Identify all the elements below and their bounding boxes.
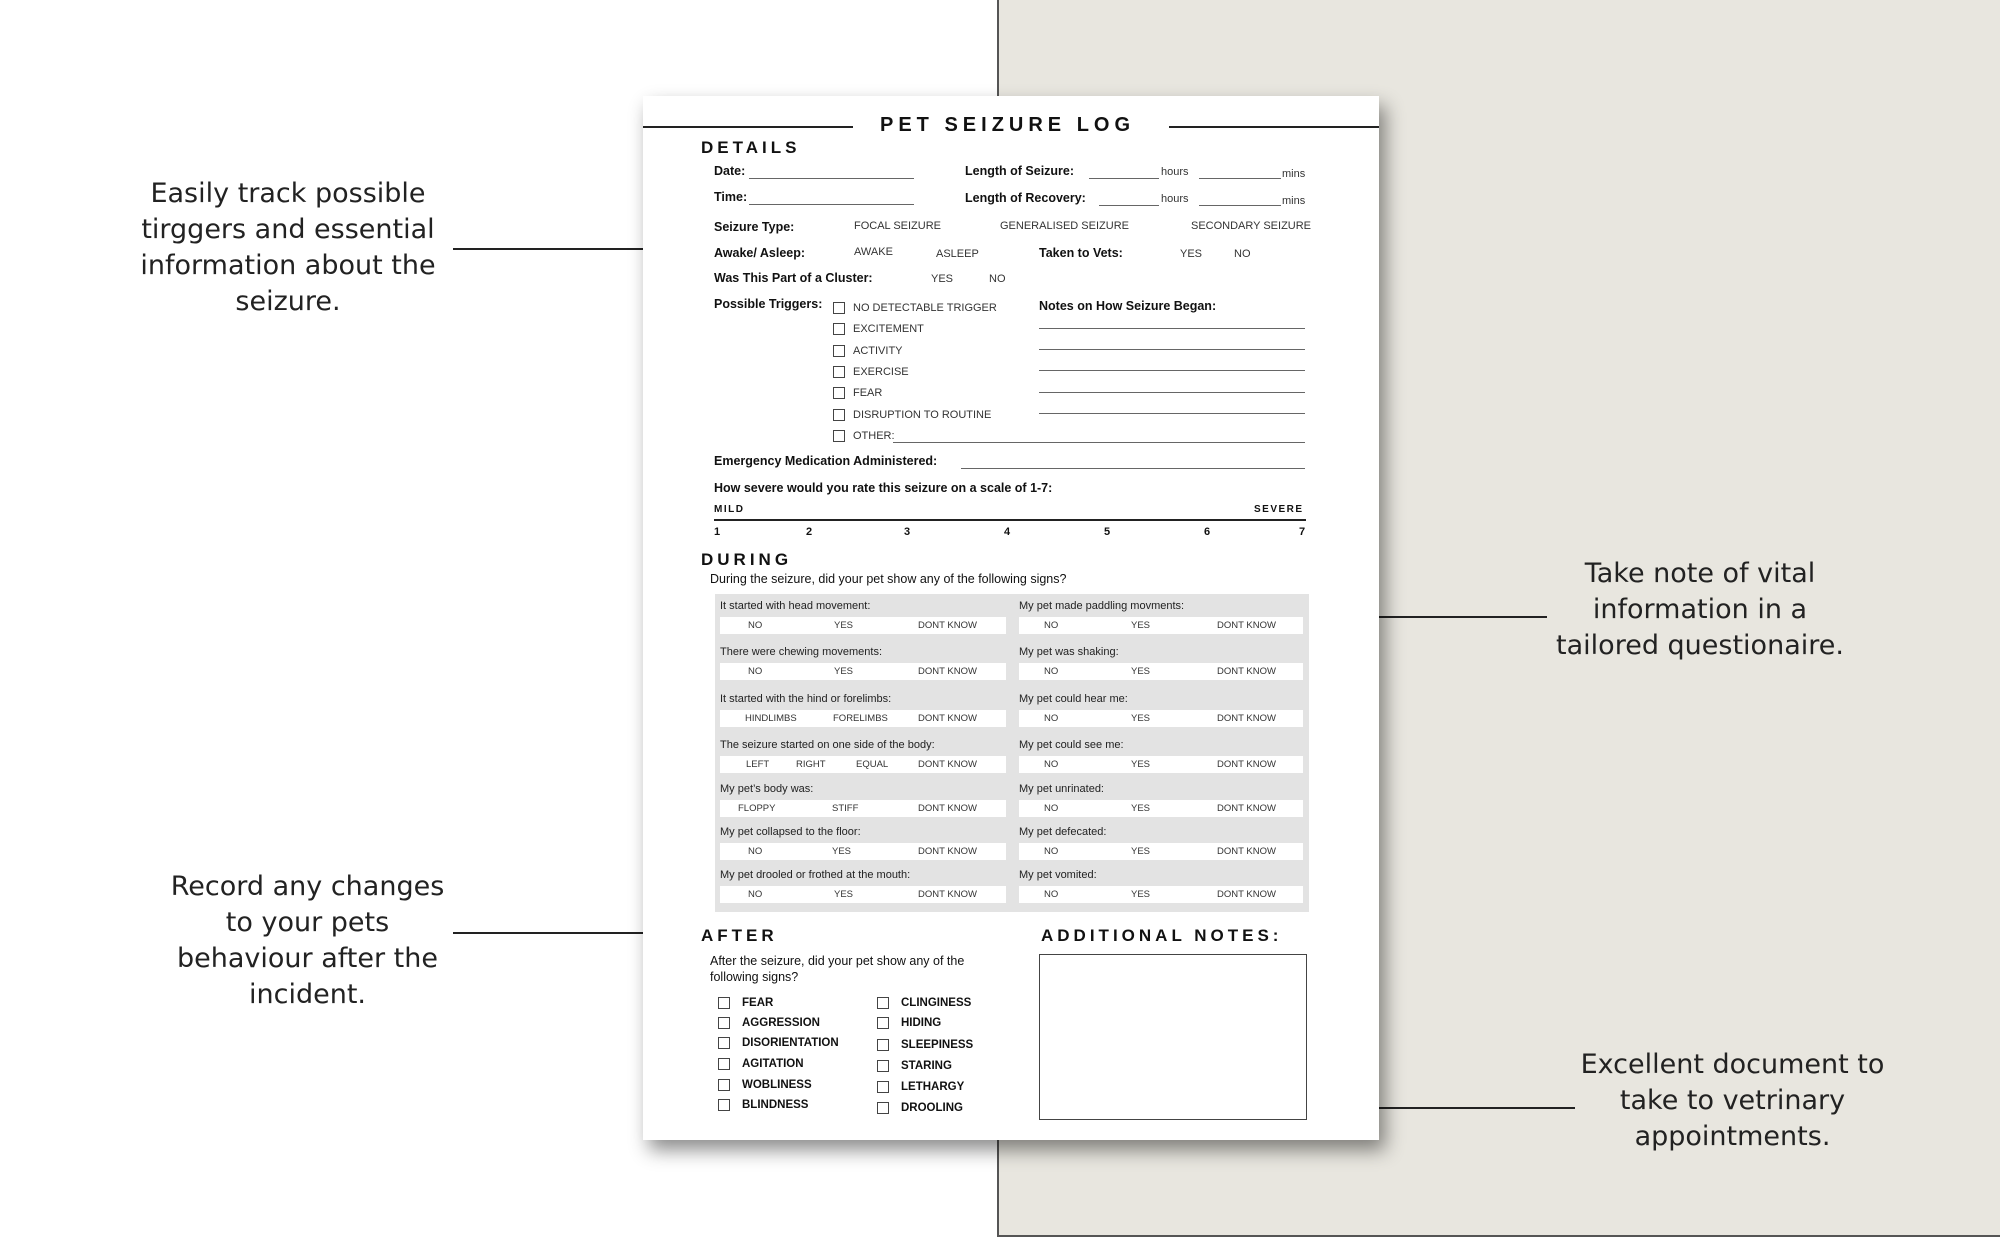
answer-option[interactable]: NO bbox=[1044, 759, 1059, 770]
notes-line-4[interactable] bbox=[1039, 392, 1305, 393]
answer-bar[interactable] bbox=[1019, 843, 1303, 860]
sheet-title: PET SEIZURE LOG bbox=[880, 114, 1136, 136]
seizure-type-focal[interactable]: FOCAL SEIZURE bbox=[854, 220, 941, 232]
emergency-medication-label: Emergency Medication Administered: bbox=[714, 454, 938, 468]
date-label: Date: bbox=[714, 164, 746, 178]
during-question: My pet was shaking: bbox=[1019, 646, 1119, 658]
during-question: My pet’s body was: bbox=[720, 783, 814, 795]
trigger-disruption[interactable]: DISRUPTION TO ROUTINE bbox=[833, 406, 991, 422]
after-sign-drooling[interactable]: DROOLING bbox=[877, 1099, 963, 1115]
seizure-hours-field[interactable] bbox=[1089, 178, 1159, 179]
checkbox[interactable] bbox=[718, 1017, 730, 1029]
after-intro-line-1: After the seizure, did your pet show any of the bbox=[710, 954, 965, 968]
answer-option[interactable]: DONT KNOW bbox=[918, 620, 977, 631]
during-question: My pet could hear me: bbox=[1019, 693, 1128, 705]
after-sign-sleepiness[interactable]: SLEEPINESS bbox=[877, 1036, 973, 1052]
during-question: My pet made paddling movments: bbox=[1019, 600, 1185, 612]
scale-1[interactable]: 1 bbox=[714, 526, 721, 538]
awake-option[interactable]: AWAKE bbox=[854, 246, 893, 258]
checkbox[interactable] bbox=[718, 1037, 730, 1049]
trigger-other-field[interactable] bbox=[893, 442, 1305, 443]
date-field[interactable] bbox=[749, 178, 914, 179]
answer-option[interactable]: NO bbox=[748, 889, 763, 900]
answer-option[interactable]: YES bbox=[1131, 620, 1151, 631]
additional-notes-heading: ADDITIONAL NOTES: bbox=[1041, 926, 1283, 945]
after-intro-line-2: following signs? bbox=[710, 970, 799, 984]
answer-option[interactable]: DONT KNOW bbox=[1217, 620, 1276, 631]
cluster-yes-option[interactable]: YES bbox=[931, 273, 954, 285]
answer-option[interactable]: DONT KNOW bbox=[918, 666, 977, 677]
asleep-option[interactable]: ASLEEP bbox=[936, 248, 979, 260]
answer-option[interactable]: NO bbox=[1044, 889, 1059, 900]
checkbox[interactable] bbox=[833, 323, 845, 335]
answer-bar[interactable] bbox=[720, 800, 1006, 817]
answer-option[interactable]: YES bbox=[834, 889, 854, 900]
notes-line-2[interactable] bbox=[1039, 349, 1305, 350]
after-sign-staring[interactable]: STARING bbox=[877, 1057, 952, 1073]
scale-3[interactable]: 3 bbox=[904, 526, 911, 538]
answer-option[interactable]: YES bbox=[834, 666, 854, 677]
notes-line-5[interactable] bbox=[1039, 413, 1305, 414]
after-sign-agitation[interactable]: AGITATION bbox=[718, 1055, 804, 1071]
after-sign-disorientation[interactable]: DISORIENTATION bbox=[718, 1034, 839, 1050]
trigger-no-detectable[interactable]: NO DETECTABLE TRIGGER bbox=[833, 299, 997, 315]
additional-notes-box[interactable] bbox=[1039, 954, 1307, 1120]
during-question: My pet drooled or frothed at the mouth: bbox=[720, 869, 911, 881]
time-label: Time: bbox=[714, 190, 748, 204]
answer-option[interactable]: DONT KNOW bbox=[918, 803, 977, 814]
cluster-no-option[interactable]: NO bbox=[989, 273, 1006, 285]
answer-option[interactable]: YES bbox=[1131, 803, 1151, 814]
seizure-type-label: Seizure Type: bbox=[714, 220, 795, 234]
severity-scale-line[interactable] bbox=[714, 519, 1306, 521]
scale-4[interactable]: 4 bbox=[1004, 526, 1011, 538]
checkbox[interactable] bbox=[877, 997, 889, 1009]
answer-option[interactable]: EQUAL bbox=[856, 759, 889, 770]
trigger-other[interactable]: OTHER: bbox=[833, 427, 895, 443]
during-question: My pet defecated: bbox=[1019, 826, 1107, 838]
after-sign-fear[interactable]: FEAR bbox=[718, 994, 773, 1010]
recovery-mins-field[interactable] bbox=[1199, 205, 1281, 206]
title-rule-right bbox=[1169, 126, 1379, 128]
checkbox[interactable] bbox=[877, 1039, 889, 1051]
checkbox[interactable] bbox=[833, 430, 845, 442]
checkbox[interactable] bbox=[718, 1058, 730, 1070]
trigger-activity[interactable]: ACTIVITY bbox=[833, 342, 903, 358]
answer-option[interactable]: YES bbox=[834, 620, 854, 631]
answer-bar[interactable] bbox=[720, 710, 1006, 727]
vets-no-option[interactable]: NO bbox=[1234, 248, 1251, 260]
time-field[interactable] bbox=[749, 204, 914, 205]
checkbox[interactable] bbox=[877, 1081, 889, 1093]
during-question: The seizure started on one side of the body: bbox=[720, 739, 935, 751]
answer-option[interactable]: NO bbox=[748, 846, 763, 857]
answer-option[interactable]: NO bbox=[748, 620, 763, 631]
scale-mild-label: MILD bbox=[714, 504, 745, 515]
answer-bar[interactable] bbox=[720, 756, 1006, 773]
scale-severe-label: SEVERE bbox=[1254, 504, 1304, 515]
notes-how-began-label: Notes on How Seizure Began: bbox=[1039, 299, 1217, 313]
during-question: There were chewing movements: bbox=[720, 646, 883, 658]
details-heading: DETAILS bbox=[701, 138, 801, 157]
during-heading: DURING bbox=[701, 550, 793, 569]
notes-line-3[interactable] bbox=[1039, 370, 1305, 371]
answer-option[interactable]: NO bbox=[1044, 803, 1059, 814]
trigger-fear[interactable]: FEAR bbox=[833, 384, 882, 400]
notes-line-1[interactable] bbox=[1039, 328, 1305, 329]
after-sign-blindness[interactable]: BLINDNESS bbox=[718, 1096, 808, 1112]
during-question: My pet vomited: bbox=[1019, 869, 1097, 881]
answer-option[interactable]: YES bbox=[1131, 759, 1151, 770]
checkbox[interactable] bbox=[833, 345, 845, 357]
checkbox[interactable] bbox=[833, 387, 845, 399]
title-rule-left bbox=[643, 126, 853, 128]
answer-bar[interactable] bbox=[1019, 663, 1303, 680]
scale-7[interactable]: 7 bbox=[1299, 526, 1306, 538]
during-question: It started with the hind or forelimbs: bbox=[720, 693, 892, 705]
scale-5[interactable]: 5 bbox=[1104, 526, 1111, 538]
seizure-mins-field[interactable] bbox=[1199, 178, 1281, 179]
recovery-hours-field[interactable] bbox=[1099, 205, 1159, 206]
answer-bar[interactable] bbox=[720, 663, 1006, 680]
answer-option[interactable]: YES bbox=[832, 846, 852, 857]
answer-option[interactable]: DONT KNOW bbox=[918, 713, 977, 724]
length-recovery-label: Length of Recovery: bbox=[965, 191, 1086, 205]
answer-option[interactable]: DONT KNOW bbox=[1217, 803, 1276, 814]
answer-option[interactable]: YES bbox=[1131, 846, 1151, 857]
answer-option[interactable]: DONT KNOW bbox=[1217, 666, 1276, 677]
vets-yes-option[interactable]: YES bbox=[1180, 248, 1203, 260]
checkbox[interactable] bbox=[833, 409, 845, 421]
answer-bar[interactable] bbox=[1019, 756, 1303, 773]
answer-option[interactable]: DONT KNOW bbox=[918, 846, 977, 857]
callout-triggers: Easily track possible tirggers and essential information about the seizure. bbox=[140, 178, 436, 317]
scale-6[interactable]: 6 bbox=[1204, 526, 1211, 538]
callout-questionnaire: Take note of vital information in a tailored questionaire. bbox=[1556, 558, 1844, 661]
recovery-hours-unit: hours bbox=[1161, 193, 1189, 205]
seizure-type-secondary[interactable]: SECONDARY SEIZURE bbox=[1191, 220, 1312, 232]
answer-option[interactable]: NO bbox=[748, 666, 763, 677]
checkbox[interactable] bbox=[833, 366, 845, 378]
callout-appointments: Excellent document to take to vetrinary appointments. bbox=[1580, 1049, 1885, 1152]
possible-triggers-label: Possible Triggers: bbox=[714, 297, 823, 311]
answer-option[interactable]: NO bbox=[1044, 713, 1059, 724]
emergency-medication-field[interactable] bbox=[961, 468, 1305, 469]
answer-option[interactable]: RIGHT bbox=[796, 759, 826, 770]
trigger-excitement[interactable]: EXCITEMENT bbox=[833, 320, 924, 336]
trigger-exercise[interactable]: EXERCISE bbox=[833, 363, 909, 379]
awake-asleep-label: Awake/ Asleep: bbox=[714, 246, 806, 260]
checkbox[interactable] bbox=[718, 997, 730, 1009]
answer-bar[interactable] bbox=[1019, 800, 1303, 817]
checkbox[interactable] bbox=[877, 1017, 889, 1029]
answer-option[interactable]: DONT KNOW bbox=[918, 889, 977, 900]
callout-line-appointments bbox=[1350, 1107, 1575, 1109]
answer-option[interactable]: NO bbox=[1044, 666, 1059, 677]
checkbox[interactable] bbox=[877, 1102, 889, 1114]
answer-bar[interactable] bbox=[720, 886, 1006, 903]
answer-option[interactable]: DONT KNOW bbox=[918, 759, 977, 770]
checkbox[interactable] bbox=[718, 1099, 730, 1111]
checkbox[interactable] bbox=[833, 302, 845, 314]
seizure-hours-unit: hours bbox=[1161, 166, 1189, 178]
after-heading: AFTER bbox=[701, 926, 778, 945]
taken-to-vets-label: Taken to Vets: bbox=[1039, 246, 1123, 260]
seizure-log-sheet bbox=[643, 96, 1379, 1140]
callout-behaviour: Record any changes to your pets behaviour after the incident. bbox=[170, 871, 445, 1010]
answer-option[interactable]: DONT KNOW bbox=[1217, 846, 1276, 857]
answer-option[interactable]: NO bbox=[1044, 620, 1059, 631]
answer-option[interactable]: LEFT bbox=[746, 759, 770, 770]
after-sign-aggression[interactable]: AGGRESSION bbox=[718, 1014, 820, 1030]
after-sign-clinginess[interactable]: CLINGINESS bbox=[877, 994, 971, 1010]
recovery-mins-unit: mins bbox=[1282, 195, 1306, 207]
seizure-type-generalised[interactable]: GENERALISED SEIZURE bbox=[1000, 220, 1129, 232]
length-seizure-label: Length of Seizure: bbox=[965, 164, 1075, 178]
answer-option[interactable]: FORELIMBS bbox=[833, 713, 888, 724]
cluster-label: Was This Part of a Cluster: bbox=[714, 271, 873, 285]
during-question: It started with head movement: bbox=[720, 600, 871, 612]
scale-2[interactable]: 2 bbox=[806, 526, 813, 538]
answer-bar[interactable] bbox=[720, 843, 1006, 860]
severity-question: How severe would you rate this seizure on a scale of 1-7: bbox=[714, 481, 1053, 495]
answer-option[interactable]: DONT KNOW bbox=[1217, 713, 1276, 724]
answer-option[interactable]: DONT KNOW bbox=[1217, 759, 1276, 770]
answer-option[interactable]: STIFF bbox=[832, 803, 859, 814]
answer-option[interactable]: NO bbox=[1044, 846, 1059, 857]
during-question: My pet collapsed to the floor: bbox=[720, 826, 861, 838]
during-questionnaire bbox=[715, 594, 1309, 912]
during-intro: During the seizure, did your pet show any of the following signs? bbox=[710, 572, 1067, 586]
answer-option[interactable]: HINDLIMBS bbox=[745, 713, 797, 724]
checkbox[interactable] bbox=[877, 1060, 889, 1072]
answer-option[interactable]: YES bbox=[1131, 889, 1151, 900]
during-question: My pet could see me: bbox=[1019, 739, 1124, 751]
checkbox[interactable] bbox=[718, 1079, 730, 1091]
answer-bar[interactable] bbox=[1019, 710, 1303, 727]
answer-bar[interactable] bbox=[1019, 886, 1303, 903]
after-sign-lethargy[interactable]: LETHARGY bbox=[877, 1078, 964, 1094]
answer-bar[interactable] bbox=[1019, 617, 1303, 634]
answer-option[interactable]: FLOPPY bbox=[738, 803, 776, 814]
answer-bar[interactable] bbox=[720, 617, 1006, 634]
during-question: My pet unrinated: bbox=[1019, 783, 1104, 795]
answer-option[interactable]: YES bbox=[1131, 713, 1151, 724]
answer-option[interactable]: DONT KNOW bbox=[1217, 889, 1276, 900]
seizure-mins-unit: mins bbox=[1282, 168, 1306, 180]
after-sign-hiding[interactable]: HIDING bbox=[877, 1014, 941, 1030]
answer-option[interactable]: YES bbox=[1131, 666, 1151, 677]
after-sign-wobliness[interactable]: WOBLINESS bbox=[718, 1076, 812, 1092]
